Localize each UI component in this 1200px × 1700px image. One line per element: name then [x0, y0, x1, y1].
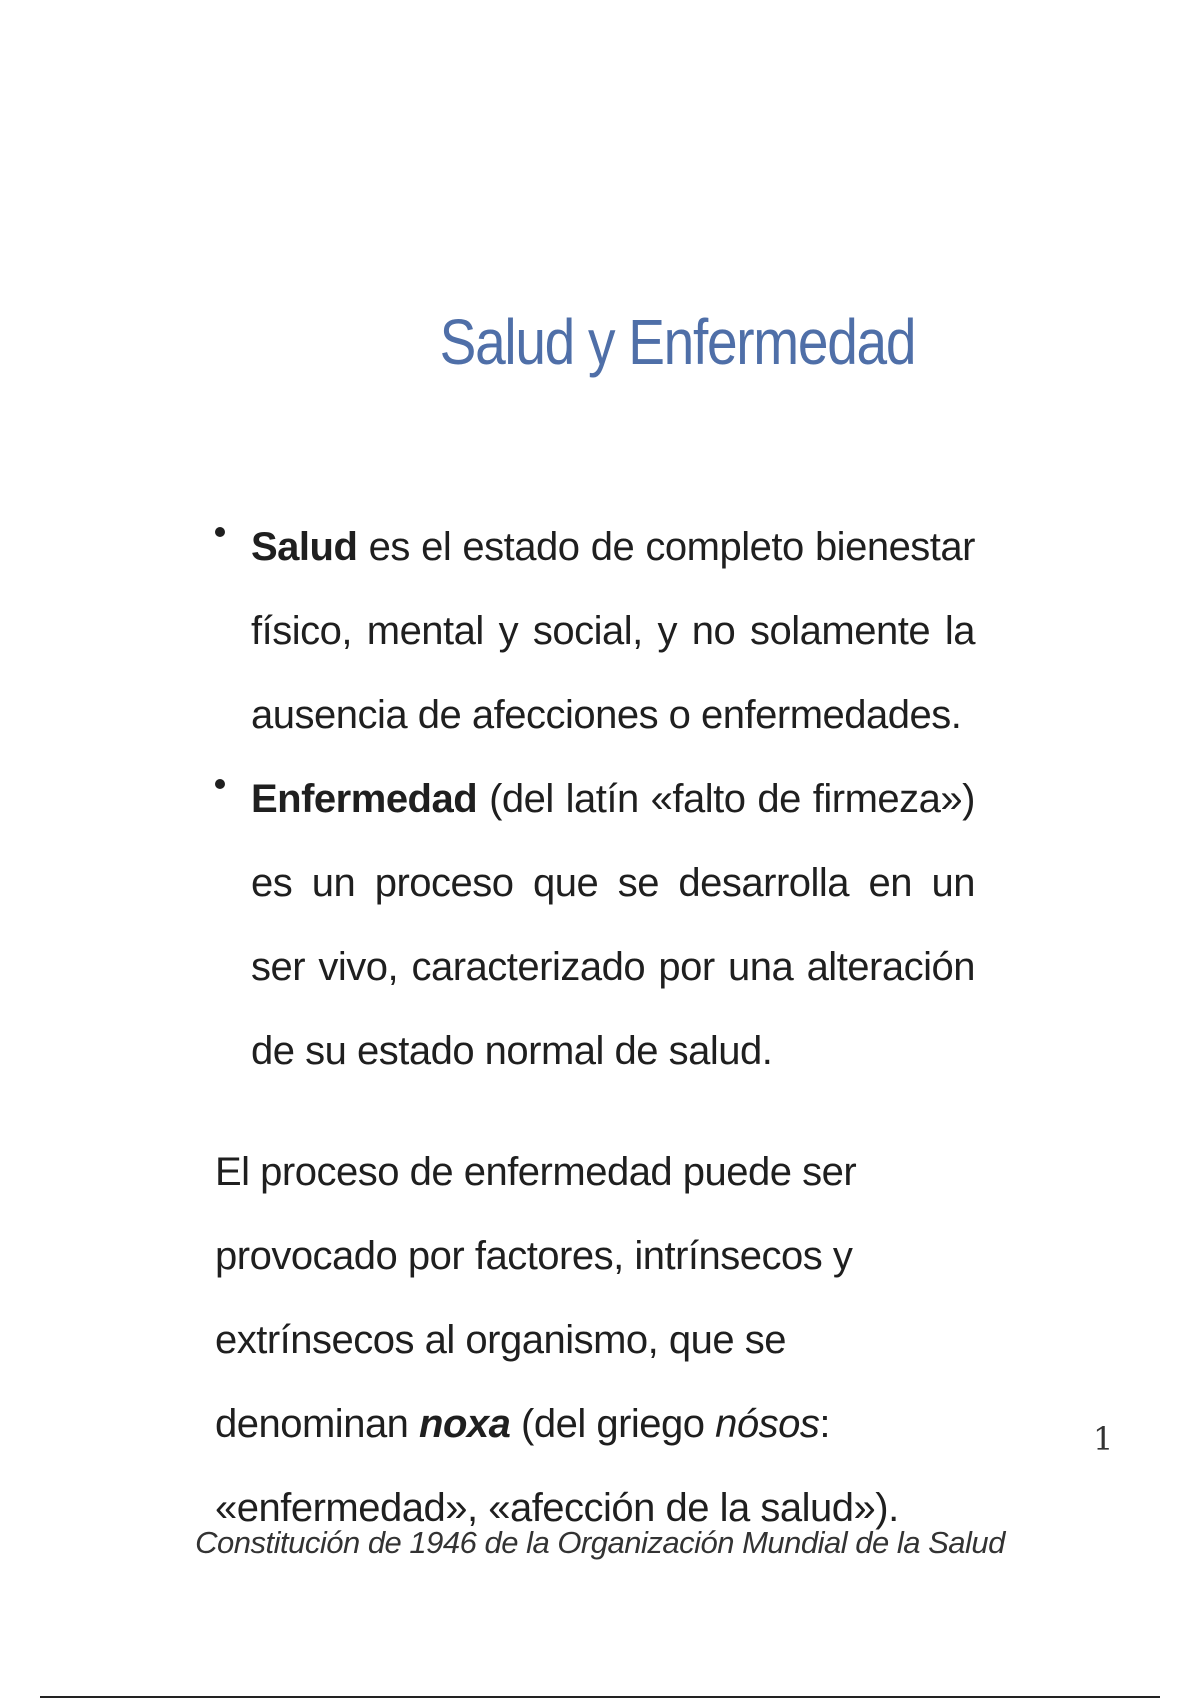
paragraph-text: : «enfermedad», «afección de la salud»).	[215, 1402, 899, 1530]
bullet-text	[251, 757, 975, 1093]
body-paragraph	[215, 1130, 955, 1550]
bullet-definition: (del latín «falto de firmeza») es un proceso que se desarrolla en un ser vivo, caracterizado por una alteración de su estado normal de salud.	[251, 777, 975, 1073]
bullet-item-enfermedad	[215, 757, 975, 1093]
bullet-definition: es el estado de completo bienestar físico, mental y social, y no solamente la ausencia de afecciones o enfermedades.	[251, 525, 975, 737]
bullet-term: Enfermedad	[251, 777, 478, 821]
bullet-text	[251, 505, 975, 757]
paragraph-text: (del griego	[510, 1402, 716, 1446]
paragraph-text: El proceso de enfermedad puede ser provocado por factores, intrínsecos y extrínsecos al organismo, que se denominan	[215, 1150, 857, 1446]
bullet-item-salud	[215, 505, 975, 757]
nosos-term: nósos	[715, 1402, 820, 1446]
slide-title: Salud y Enfermedad	[439, 306, 916, 378]
page-number: 1	[1093, 1420, 1114, 1458]
noxa-term: noxa	[419, 1402, 511, 1446]
bullet-list	[215, 505, 975, 1093]
bullet-icon	[215, 527, 225, 537]
bottom-divider	[40, 1696, 1160, 1698]
bullet-term: Salud	[251, 525, 358, 569]
bullet-icon	[215, 779, 225, 789]
citation: Constitución de 1946 de la Organización Mundial de la Salud	[195, 1525, 1005, 1560]
